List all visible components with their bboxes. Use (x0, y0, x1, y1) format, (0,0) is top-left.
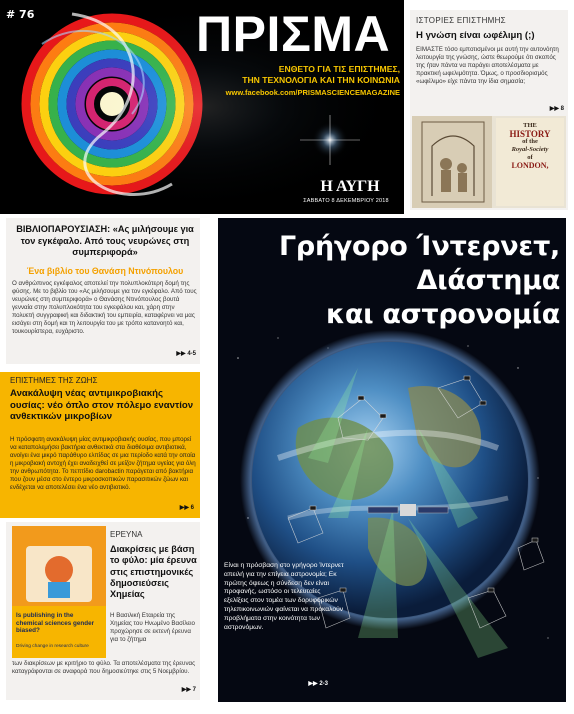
main-feature (218, 218, 566, 702)
research-box (6, 522, 200, 700)
page-reference[interactable]: ▶▶ 4-5 (176, 351, 196, 357)
tagline-line-2: ΤΗΝ ΤΕΧΝΟΛΟΓΙΑ ΚΑΙ ΤΗΝ ΚΟΙΝΩΝΙΑ (242, 75, 400, 85)
history-box (404, 0, 574, 214)
history-book-engraving (412, 116, 566, 208)
book-title-line: LONDON, (511, 161, 549, 170)
feature-headline-line-3: και αστρονομία (325, 299, 560, 330)
life-sciences-box (0, 372, 200, 518)
article-title[interactable]: Η γνώση είναι ωφέλιμη (;) (416, 30, 535, 41)
page-reference[interactable]: ▶▶ 8 (549, 106, 564, 112)
article-summary: ΕΙΜΑΣΤΕ τόσο εμποτισμένοι με αυτή την αυτονόητη λειτουργία της γνώσης, ώστε θεωρούμε ότι σκοπός της ήταν πάντα να παράγει αποτελέσματα με πρακτική ωφελιμότητα. Όμως, ο προσδιορισμός «ωφέλιμο» είχε πάντα την ίδια σημασία; (416, 46, 559, 85)
section-kicker: ΕΡΕΥΝΑ (110, 530, 143, 539)
book-title-line: Royal-Society (511, 146, 549, 153)
book-review-title[interactable]: ΒΙΒΛΙΟΠΑΡΟΥΣΙΑΣΗ: «Ας μιλήσουμε για τον εγκέφαλο. Από τους νευρώνες στη συμπεριφορά» (16, 224, 194, 257)
newspaper-name: Η ΑΥΓΗ (320, 178, 380, 195)
book-title-line: THE (523, 122, 537, 129)
book-title-plate (498, 122, 562, 170)
article-summary: Η πρόσφατη ανακάλυψη μίας αντιμικροβιακής ουσίας, που μπορεί να καταπολεμήσει βακτήρια ανθεκτικά στα διαθέσιμα αντιβιοτικά, ανοίγει ένα μικρό παράθυρο ελπίδας σε μια περίοδο κατά την οποία η μικροβιακή αντοχή έχει αναδειχθεί σε μείζον ζήτημα υγείας για όλη την ανθρωπότητα. Το πεπτίδιο darobactin παράγεται από βακτήρια που ζουν μέσα στο έντερο μικροσκοπικών παρασιτικών ζώων και ενδέχεται να αποτελέσει ένα νέο αντιβιοτικό. (10, 436, 196, 491)
issue-date: ΣΑΒΒΑΤΟ 8 ΔΕΚΕΜΒΡΙΟΥ 2018 (303, 198, 389, 204)
book-review-box (6, 218, 200, 364)
magazine-tagline (196, 64, 400, 86)
page-reference[interactable]: ▶▶ 2-3 (308, 681, 328, 687)
history-panel (410, 10, 568, 210)
article-title[interactable]: Διακρίσεις με βάση το φύλο: μία έρευνα στις επιστημονικές δημοσιεύσεις Χημείας (110, 544, 197, 600)
feature-headline[interactable] (218, 230, 560, 332)
feature-headline-line-2: Διάστημα (416, 265, 560, 296)
cover-headline: Is publishing in the chemical sciences gender biased? (16, 612, 95, 634)
book-title-line: of the (522, 138, 538, 145)
report-cover-image (12, 526, 106, 658)
article-summary-part-1: Η Βασιλική Εταιρεία της Χημείας του Ηνωμένο Βασίλειο προχώρησε σε εκτενή έρευνα για το ζήτημα (110, 612, 195, 643)
masthead (0, 0, 404, 214)
article-summary-part-2: των διακρίσεων με κριτήριο το φύλο. Τα αποτελέσματα της έρευνας καταγράφονται σε αναφορά που δημοσιεύτηκε στις 5 Νοεμβρίου. (12, 660, 196, 675)
page-reference[interactable]: ▶▶ 7 (181, 687, 196, 693)
section-kicker: ΕΠΙΣΤΗΜΕΣ ΤΗΣ ΖΩΗΣ (10, 376, 98, 385)
page-reference[interactable]: ▶▶ 6 (179, 505, 194, 511)
book-review-summary: Ο ανθρώπινος εγκέφαλος αποτελεί την πολυπλοκότερη δομή της φύσης. Με το βιβλίο του «Ας μιλήσουμε για τον εγκέφαλο. Από τους νευρώνες στη συμπεριφορά» ο Θανάσης Ντινόπουλος βουτά γενναία στην πολυπλοκότητα του εγκεφάλου και, χάρη στην πολυετή συγγραφική και διδακτική του εμπειρία, καταφέρνει να μας εισάγει στη δομή και τη λειτουργία του με τρόπο κατανοητό και, τουκουρίστερα, ευχάριστο. (12, 280, 197, 335)
tagline-line-1: ΕΝΘΕΤΟ ΓΙΑ ΤΙΣ ΕΠΙΣΤΗΜΕΣ, (278, 64, 400, 74)
book-review-subtitle: Ένα βιβλίο του Θανάση Ντινόπουλου (26, 266, 184, 276)
cover-subheadline: Driving change in research culture (16, 644, 89, 649)
article-title[interactable]: Ανακάλυψη νέας αντιμικροβιακής ουσίας: νέο όπλο στον πόλεμο εναντίον ανθεκτικών μικροβίων (10, 388, 194, 422)
issue-number: # 76 (6, 8, 35, 21)
feature-summary: Είναι η πρόσβαση στο γρήγορο Ίντερνετ απειλή για την επίγεια αστρονομία; Εκ πρώτης όψεως η σύνδεση δεν είναι προφανής, ωστόσο οι τελευταίες εξελίξεις στον τομέα των δορυφορικών τηλεπικοινωνιών φαίνεται να προκαλούν προβλήματα στην κοινότητα των αστρονόμων. (224, 562, 344, 631)
section-kicker: ΙΣΤΟΡΙΕΣ ΕΠΙΣΤΗΜΗΣ (416, 16, 506, 25)
report-cover-illustration (12, 526, 106, 658)
feature-headline-line-1: Γρήγορο Ίντερνετ, (279, 231, 560, 262)
book-title-line: of (527, 154, 533, 161)
book-title-line: HISTORY (509, 129, 551, 139)
magazine-title: ΠΡΙΣΜΑ (196, 6, 391, 62)
facebook-link[interactable]: www.facebook.com/PRISMASCIENCEMAGAZINE (225, 88, 400, 97)
